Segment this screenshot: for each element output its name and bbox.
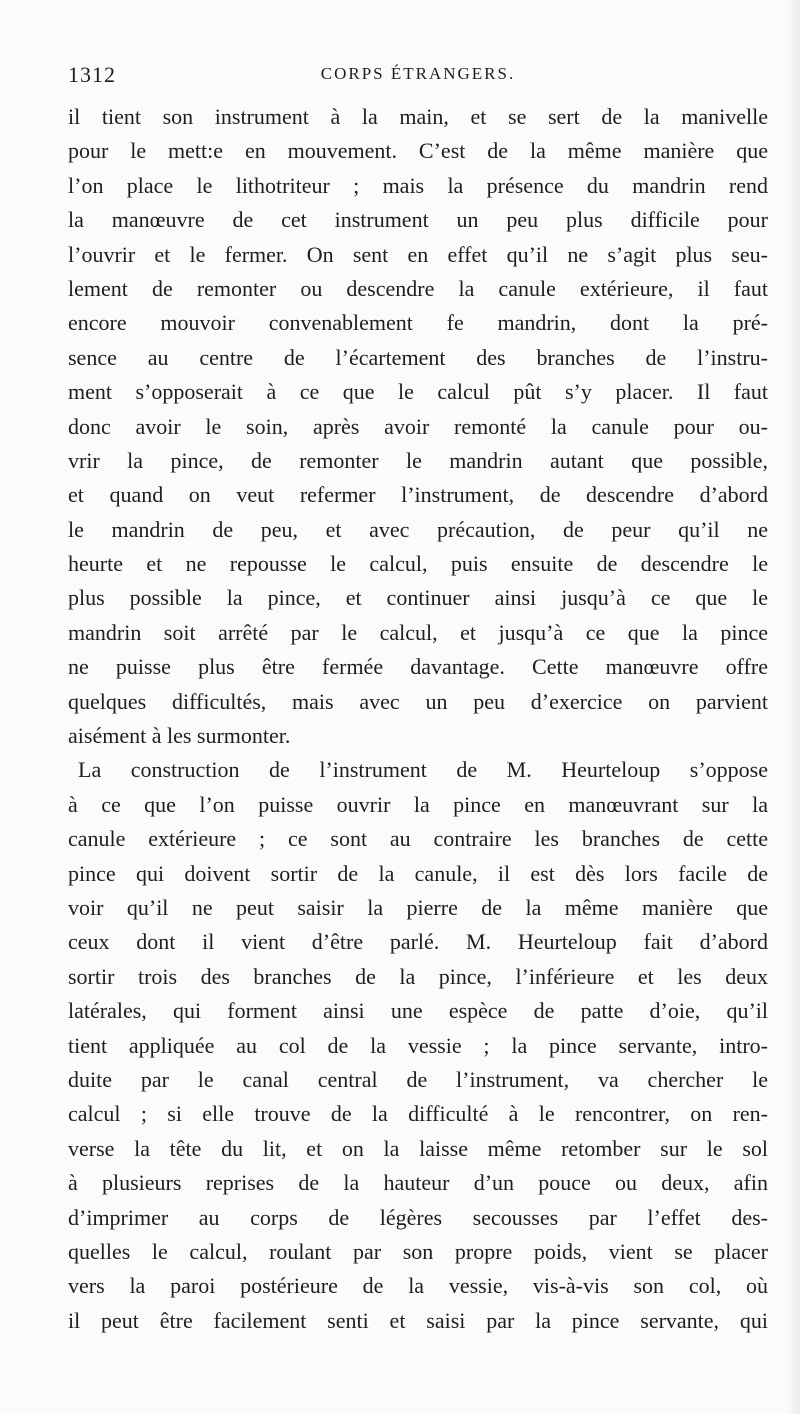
text-line: calcul ; si elle trouve de la difficulté à le rencontrer, on ren- [68, 1101, 768, 1127]
text-line: l’ouvrir et le fermer. On sent en effet qu’il ne s’agit plus seu- [68, 241, 768, 267]
text-line: sortir trois des branches de la pince, l’inférieure et les deux [68, 963, 768, 989]
text-line: il peut être facilement senti et saisi par la pince servante, qui [68, 1307, 768, 1333]
text-line: et quand on veut refermer l’instrument, de descendre d’abord [68, 482, 768, 508]
text-line: donc avoir le soin, après avoir remonté la canule pour ou- [68, 413, 768, 439]
text-line: plus possible la pince, et continuer ainsi jusqu’à ce que le [68, 585, 768, 611]
text-line: pince qui doivent sortir de la canule, il est dès lors facile de [68, 860, 768, 886]
text-line: ne puisse plus être fermée davantage. Cette manœuvre offre [68, 654, 768, 680]
text-line: quelques difficultés, mais avec un peu d’exercice on parvient [68, 688, 768, 714]
body-text [68, 100, 768, 1338]
text-line: heurte et ne repousse le calcul, puis ensuite de descendre le [68, 551, 768, 577]
text-line: tient appliquée au col de la vessie ; la pince servante, intro- [68, 1032, 768, 1058]
text-line: sence au centre de l’écartement des branches de l’instru- [68, 344, 768, 370]
text-line: la manœuvre de cet instrument un peu plus difficile pour [68, 207, 768, 233]
paragraph-end-line: aisément à les surmonter. [68, 723, 291, 749]
text-line: ment s’opposerait à ce que le calcul pût s’y placer. Il faut [68, 379, 768, 405]
text-line: lement de remonter ou descendre la canule extérieure, il faut [68, 275, 768, 301]
text-line: il tient son instrument à la main, et se sert de la manivelle [68, 104, 768, 129]
text-line: vers la paroi postérieure de la vessie, vis-à-vis son col, où [68, 1273, 768, 1299]
text-line: pour le mett:e en mouvement. C’est de la même manière que [68, 138, 768, 164]
page-number: 1312 [68, 62, 116, 87]
page-edge-shadow [786, 0, 800, 1414]
text-line: à plusieurs reprises de la hauteur d’un pouce ou deux, afin [68, 1170, 768, 1196]
text-line: mandrin soit arrêté par le calcul, et jusqu’à ce que la pince [68, 619, 768, 645]
text-line: d’imprimer au corps de légères secousses par l’effet des- [68, 1204, 768, 1230]
text-line: duite par le canal central de l’instrument, va chercher le [68, 1066, 768, 1092]
text-line: latérales, qui forment ainsi une espèce de patte d’oie, qu’il [68, 998, 768, 1024]
text-line: verse la tête du lit, et on la laisse même retomber sur le sol [68, 1135, 768, 1161]
text-line: encore mouvoir convenablement fe mandrin, dont la pré- [68, 310, 768, 336]
text-line: quelles le calcul, roulant par son propre poids, vient se placer [68, 1238, 768, 1264]
text-line: vrir la pince, de remonter le mandrin autant que possible, [68, 447, 768, 473]
text-line: à ce que l’on puisse ouvrir la pince en manœuvrant sur la [68, 791, 768, 817]
text-line: le mandrin de peu, et avec précaution, de peur qu’il ne [68, 516, 768, 542]
text-line: l’on place le lithotriteur ; mais la présence du mandrin rend [68, 172, 768, 198]
text-line: voir qu’il ne peut saisir la pierre de la même manière que [68, 894, 768, 920]
paragraph-start-line: La construction de l’instrument de M. Heurteloup s’oppose [78, 757, 768, 783]
text-line: canule extérieure ; ce sont au contraire les branches de cette [68, 826, 768, 852]
running-head: CORPS ÉTRANGERS. [320, 64, 516, 83]
page-header [68, 62, 768, 92]
text-line: ceux dont il vient d’être parlé. M. Heurteloup fait d’abord [68, 929, 768, 955]
